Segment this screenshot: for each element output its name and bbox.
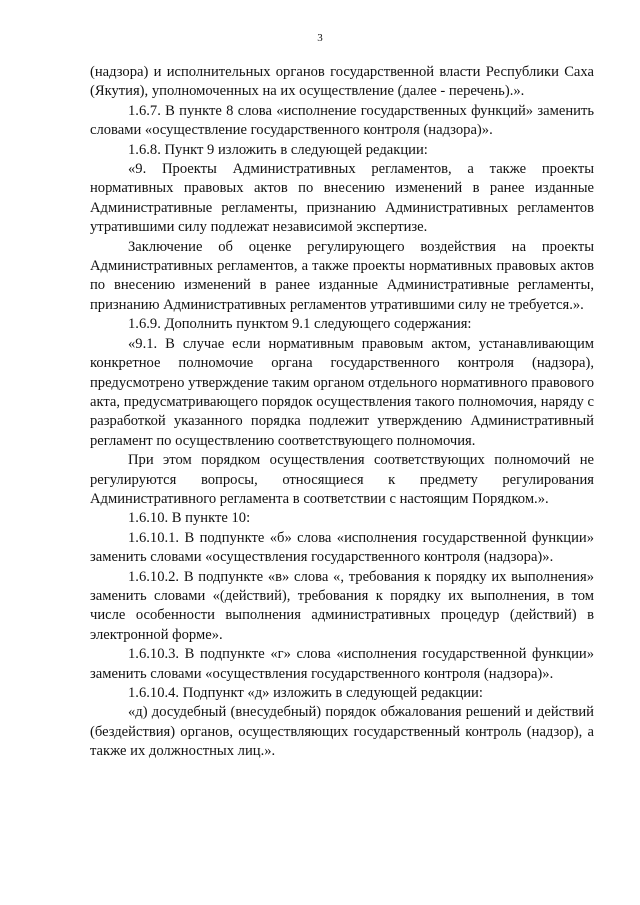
paragraph-14: «д) досудебный (внесудебный) порядок обжалования решений и действий (бездействия) органов, осуществляющих государственный контроль (надзор), а также их должностных лиц.». — [90, 704, 594, 760]
paragraph-4: «9. Проекты Административных регламентов, а также проекты нормативных правовых актов по внесению изменений в ранее изданные Административные регламенты, признанию Административных регламентов утратившими силу подлежат независимой экспертизе. — [90, 161, 594, 236]
paragraph-1: (надзора) и исполнительных органов государственной власти Республики Саха (Якутия), уполномоченных на их осуществление (далее - перечень).». — [90, 64, 594, 100]
paragraph-6: 1.6.9. Дополнить пунктом 9.1 следующего содержания: — [128, 316, 472, 333]
paragraph-12: 1.6.10.3. В подпункте «г» слова «исполнения государственной функции» заменить словами «осуществления государственного контроля (надзора)». — [90, 646, 594, 682]
document-body — [90, 63, 594, 762]
paragraph-10: 1.6.10.1. В подпункте «б» слова «исполнения государственной функции» заменить словами «осуществления государственного контроля (надзора)». — [90, 529, 594, 566]
paragraph-7: «9.1. В случае если нормативным правовым актом, устанавливающим конкретное полномочие органа государственного контроля (надзора), предусмотрено утверждение таким органом отдельного нормативного правового акта, предусматривающего порядок осуществления такого полномочия, наряду с разработкой указанного порядка подлежит утверждению Административный регламент по осуществлению соответствующего полномочия. — [90, 335, 594, 449]
paragraph-8: При этом порядком осуществления соответствующих полномочий не регулируются вопросы, относящиеся к предмету регулирования Административного регламента в соответствии с настоящим Порядком.». — [90, 452, 594, 507]
paragraph-3: 1.6.8. Пункт 9 изложить в следующей редакции: — [128, 141, 428, 158]
paragraph-13: 1.6.10.4. Подпункт «д» изложить в следующей редакции: — [128, 685, 483, 701]
page-number: 3 — [317, 32, 323, 44]
paragraph-11: 1.6.10.2. В подпункте «в» слова «, требования к порядку их выполнения» заменить словами «(действий), требования к порядку их выполнения, в том числе особенности выполнения административных процедур (действий) в электронной форме». — [90, 568, 594, 643]
paragraph-2: 1.6.7. В пункте 8 слова «исполнение государственных функций» заменить словами «осуществление государственного контроля (надзора)». — [90, 102, 594, 139]
paragraph-5: Заключение об оценке регулирующего воздействия на проекты Административных регламентов, а также проекты нормативных правовых актов по внесению изменений в ранее изданные Административные регламенты, признанию Административных регламентов утратившими силу не требуется.». — [90, 238, 594, 313]
paragraph-9: 1.6.10. В пункте 10: — [128, 510, 251, 527]
